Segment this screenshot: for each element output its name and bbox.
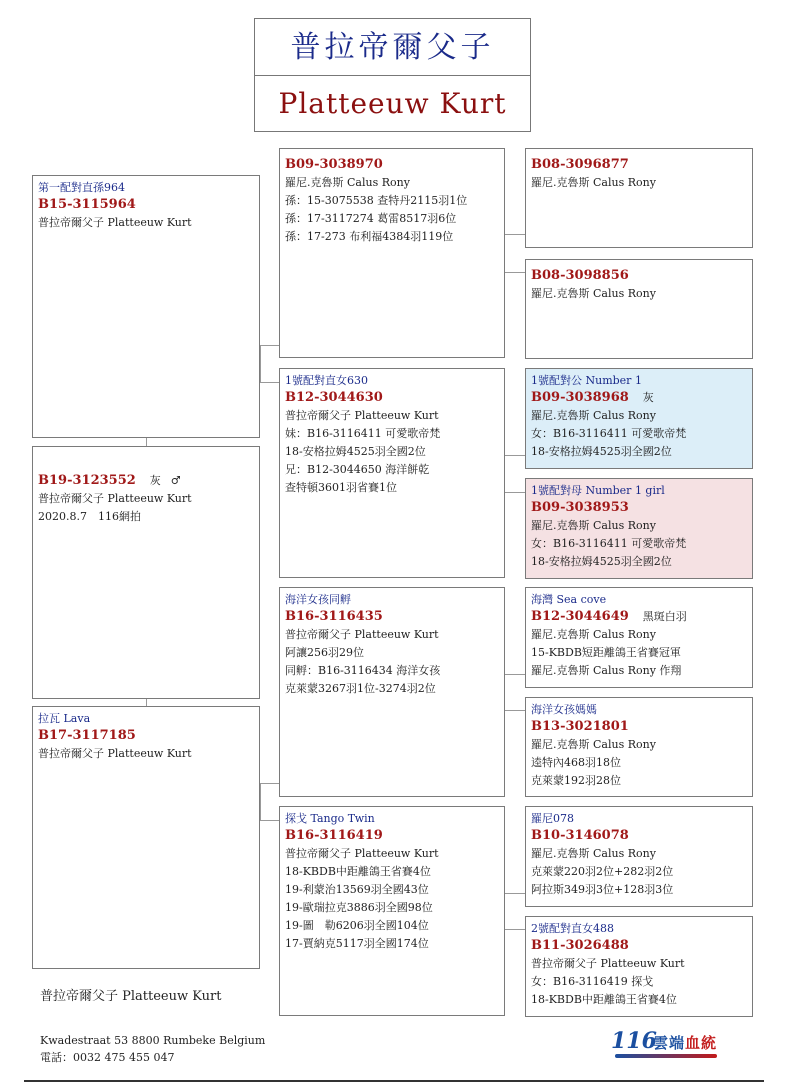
ring-number: B10-3146078 (531, 828, 629, 843)
detail-line: 普拉帝爾父子 Platteeuw Kurt (38, 492, 192, 505)
grandparent-box-8 (525, 916, 753, 1017)
grandparent-box-4 (525, 478, 753, 579)
detail-line: 普拉帝爾父子 Platteeuw Kurt (285, 847, 439, 860)
detail-line: 阿讓256羽29位 (285, 646, 364, 659)
detail-line: 克萊蒙192羽28位 (531, 774, 621, 787)
detail-line: 羅尼.克魯斯 Calus Rony (531, 519, 656, 532)
connector-line (146, 438, 147, 446)
ring-number: B15-3115964 (38, 197, 136, 212)
pigeon-name: 羅尼078 (531, 812, 574, 825)
detail-line: 19-歐瑞拉克3886羽全國98位 (285, 901, 433, 914)
detail-line: 羅尼.克魯斯 Calus Rony (531, 738, 656, 751)
detail-line: 18-安格拉姆4525羽全國2位 (531, 445, 672, 458)
detail-line: 女：B16-3116419 探戈 (531, 975, 654, 988)
color-label: 灰 (149, 474, 161, 487)
male-sex-icon: ♂ (170, 474, 181, 487)
pedigree-title-box (254, 18, 531, 132)
connector-line (146, 699, 147, 706)
detail-line: 19-圖 勒6206羽全國104位 (285, 919, 429, 932)
ring-number: B12-3044649 (531, 609, 629, 624)
detail-line: 孫：17-3117274 葛雷8517羽6位 (285, 212, 457, 225)
second-mate-box (32, 706, 260, 969)
detail-line: 普拉帝爾父子 Platteeuw Kurt (531, 957, 685, 970)
116-logo (611, 1028, 731, 1060)
pigeon-name: 海洋女孩同孵 (285, 593, 351, 606)
detail-line: 查特頓3601羽省賽1位 (285, 481, 397, 494)
ring-number: B12-3044630 (285, 390, 383, 405)
detail-line: 同孵：B16-3116434 海洋女孩 (285, 664, 441, 677)
pigeon-name: 探戈 Tango Twin (285, 812, 375, 825)
connector-line (505, 455, 525, 456)
mate1-dam-box (279, 368, 505, 578)
mate-name: 第一配對直孫964 (38, 181, 125, 194)
pigeon-name: 海灣 Sea cove (531, 593, 607, 606)
detail-line: 羅尼.克魯斯 Calus Rony 作翔 (531, 664, 682, 677)
detail-line: 妹：B16-3116411 可愛歌帝梵 (285, 427, 441, 440)
pigeon-name: 海洋女孩媽媽 (531, 703, 597, 716)
ring-number: B11-3026488 (531, 938, 629, 953)
grandparent-box-5 (525, 587, 753, 688)
detail-line: 普拉帝爾父子 Platteeuw Kurt (285, 409, 439, 422)
connector-line (260, 382, 279, 383)
connector-line (260, 820, 279, 821)
address-line: Kwadestraat 53 8800 Rumbeke Belgium (40, 1034, 266, 1047)
bottom-rule (24, 1080, 764, 1082)
ring-number: B08-3096877 (531, 157, 629, 172)
logo-underline (615, 1054, 717, 1058)
grandparent-box-2 (525, 259, 753, 359)
mate2-dam-box (279, 806, 505, 1016)
logo-text: 雲端血統 (653, 1034, 718, 1052)
connector-line (505, 929, 525, 930)
auction-line: 2020.8.7 116網拍 (38, 510, 141, 523)
connector-line (260, 783, 261, 821)
ring-number: B17-3117185 (38, 728, 136, 743)
connector-line (260, 783, 279, 784)
ring-number: B09-3038970 (285, 157, 383, 172)
ring-number: B09-3038953 (531, 500, 629, 515)
grandparent-box-3 (525, 368, 753, 469)
color-label: 灰 (642, 391, 654, 404)
title-english: Platteeuw Kurt (278, 87, 507, 120)
grandparent-box-7 (525, 806, 753, 907)
detail-line: 18-安格拉姆4525羽全國2位 (285, 445, 426, 458)
grandparent-box-1 (525, 148, 753, 248)
ring-number: B19-3123552 (38, 473, 136, 488)
detail-line: 羅尼.克魯斯 Calus Rony (285, 176, 410, 189)
detail-line: 克萊蒙3267羽1位-3274羽2位 (285, 682, 436, 695)
ring-number: B16-3116435 (285, 609, 383, 624)
detail-line: 兄：B12-3044650 海洋餅乾 (285, 463, 430, 476)
connector-line (505, 272, 525, 273)
pigeon-name: 2號配對直女488 (531, 922, 614, 935)
detail-line: 孫：15-3075538 查特丹2115羽1位 (285, 194, 468, 207)
ring-number: B16-3116419 (285, 828, 383, 843)
detail-line: 普拉帝爾父子 Platteeuw Kurt (38, 747, 192, 760)
detail-line: 羅尼.克魯斯 Calus Rony (531, 409, 656, 422)
connector-line (260, 345, 261, 383)
detail-line: 普拉帝爾父子 Platteeuw Kurt (38, 216, 192, 229)
connector-line (505, 234, 525, 235)
connector-line (505, 710, 525, 711)
ring-number: B08-3098856 (531, 268, 629, 283)
pigeon-name: 1號配對母 Number 1 girl (531, 484, 665, 497)
subject-ring (38, 471, 254, 490)
detail-line: 羅尼.克魯斯 Calus Rony (531, 847, 656, 860)
detail-line: 18-KBDB中距離鴿王省賽4位 (285, 865, 431, 878)
detail-line: 逵特內468羽18位 (531, 756, 621, 769)
detail-line: 15-KBDB短距離鴿王省賽冠軍 (531, 646, 681, 659)
detail-line: 18-安格拉姆4525羽全國2位 (531, 555, 672, 568)
detail-line: 克萊蒙220羽2位+282羽2位 (531, 865, 674, 878)
pigeon-name: 1號配對公 Number 1 (531, 374, 642, 387)
phone-line: 電話：0032 475 455 047 (40, 1051, 175, 1064)
color-label: 黑斑白羽 (642, 610, 687, 623)
detail-line: 女：B16-3116411 可愛歌帝梵 (531, 537, 687, 550)
detail-line: 19-利蒙治13569羽全國43位 (285, 883, 429, 896)
detail-line: 女：B16-3116411 可愛歌帝梵 (531, 427, 687, 440)
grandparent-ring (531, 388, 747, 407)
ring-number: B13-3021801 (531, 719, 629, 734)
grandparent-box-6 (525, 697, 753, 797)
connector-line (505, 492, 525, 493)
detail-line: 18-KBDB中距離鴿王省賽4位 (531, 993, 677, 1006)
grandparent-ring (531, 607, 747, 626)
connector-line (260, 345, 279, 346)
breeder-name: 普拉帝爾父子 Platteeuw Kurt (40, 989, 222, 1004)
first-mate-box (32, 175, 260, 438)
connector-line (505, 893, 525, 894)
subject-pigeon-box (32, 446, 260, 699)
connector-line (505, 674, 525, 675)
pigeon-name: 1號配對直女630 (285, 374, 368, 387)
mate2-sire-box (279, 587, 505, 797)
detail-line: 羅尼.克魯斯 Calus Rony (531, 287, 656, 300)
detail-line: 17-賈納克5117羽全國174位 (285, 937, 429, 950)
contact-info (40, 1032, 265, 1066)
mate-name: 拉瓦 Lava (38, 712, 91, 725)
detail-line: 孫：17-273 布利福4384羽119位 (285, 230, 454, 243)
ring-number: B09-3038968 (531, 390, 629, 405)
detail-line: 羅尼.克魯斯 Calus Rony (531, 176, 656, 189)
mate1-sire-box (279, 148, 505, 358)
title-chinese: 普拉帝爾父子 (290, 30, 495, 65)
detail-line: 普拉帝爾父子 Platteeuw Kurt (285, 628, 439, 641)
detail-line: 羅尼.克魯斯 Calus Rony (531, 628, 656, 641)
logo-number: 116 (611, 1028, 657, 1054)
detail-line: 阿拉斯349羽3位+128羽3位 (531, 883, 674, 896)
